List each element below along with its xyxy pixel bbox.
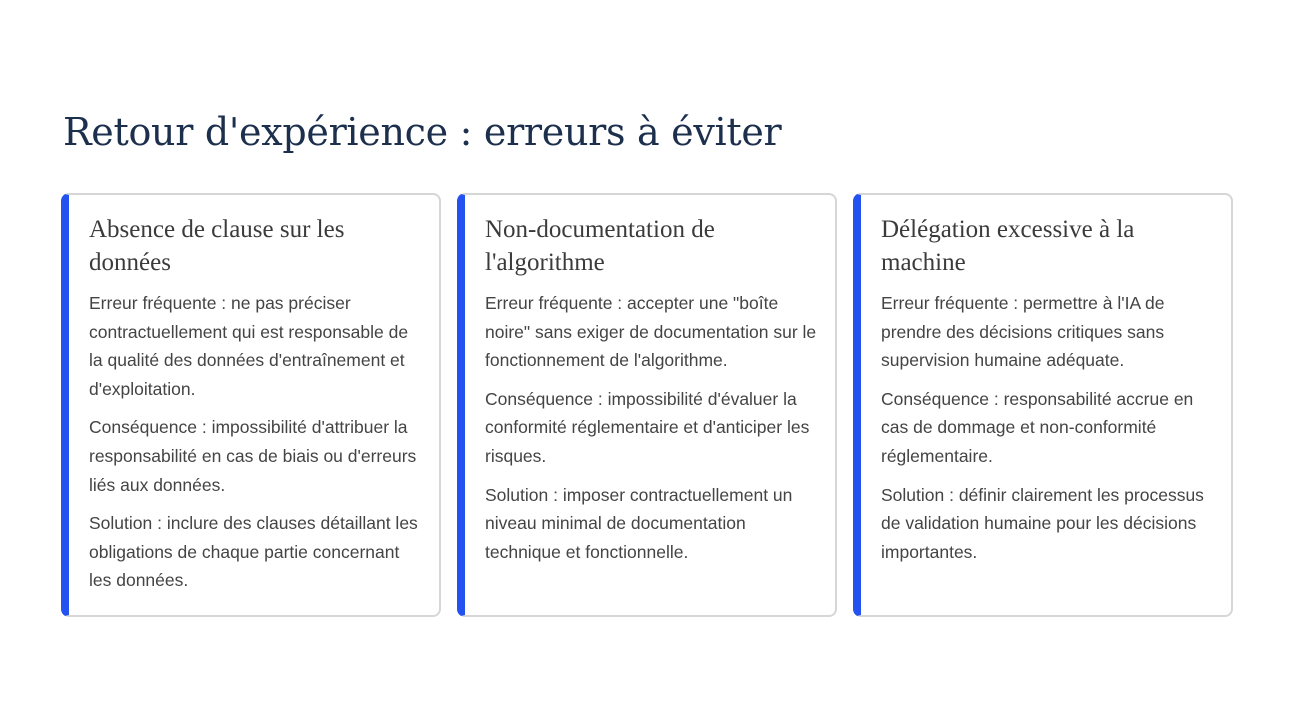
card-title: Absence de clause sur les données [89,216,345,276]
card-excessive-delegation [853,193,1233,617]
card-data-clause [61,193,441,617]
card-error-text: Erreur fréquente : ne pas préciser contractuellement qui est responsable de la qualité des données d'entraînement et d'exploitation. [89,293,409,399]
card-title: Délégation excessive à la machine [881,216,1135,276]
card-solution-text: Solution : imposer contractuellement un niveau minimal de documentation technique et fonctionnelle. [485,484,793,562]
card-consequence-text: Conséquence : impossibilité d'attribuer la responsabilité en cas de biais ou d'erreurs liés aux données. [89,417,417,495]
card-consequence-text: Conséquence : impossibilité d'évaluer la conformité réglementaire et d'anticiper les risques. [485,388,810,466]
card-algorithm-documentation [457,193,837,617]
cards-container [61,193,1233,617]
card-solution-text: Solution : définir clairement les processus de validation humaine pour les décisions importantes. [881,484,1204,562]
card-solution-text: Solution : inclure des clauses détaillant les obligations de chaque partie concernant les données. [89,513,418,591]
card-consequence-text: Conséquence : responsabilité accrue en cas de dommage et non-conformité réglementaire. [881,388,1194,466]
card-error-text: Erreur fréquente : accepter une "boîte noire" sans exiger de documentation sur le fonctionnement de l'algorithme. [485,293,817,371]
card-error-text: Erreur fréquente : permettre à l'IA de prendre des décisions critiques sans supervision humaine adéquate. [881,293,1165,371]
page-title: Retour d'expérience : erreurs à éviter [63,110,782,154]
card-title: Non-documentation de l'algorithme [485,216,715,276]
